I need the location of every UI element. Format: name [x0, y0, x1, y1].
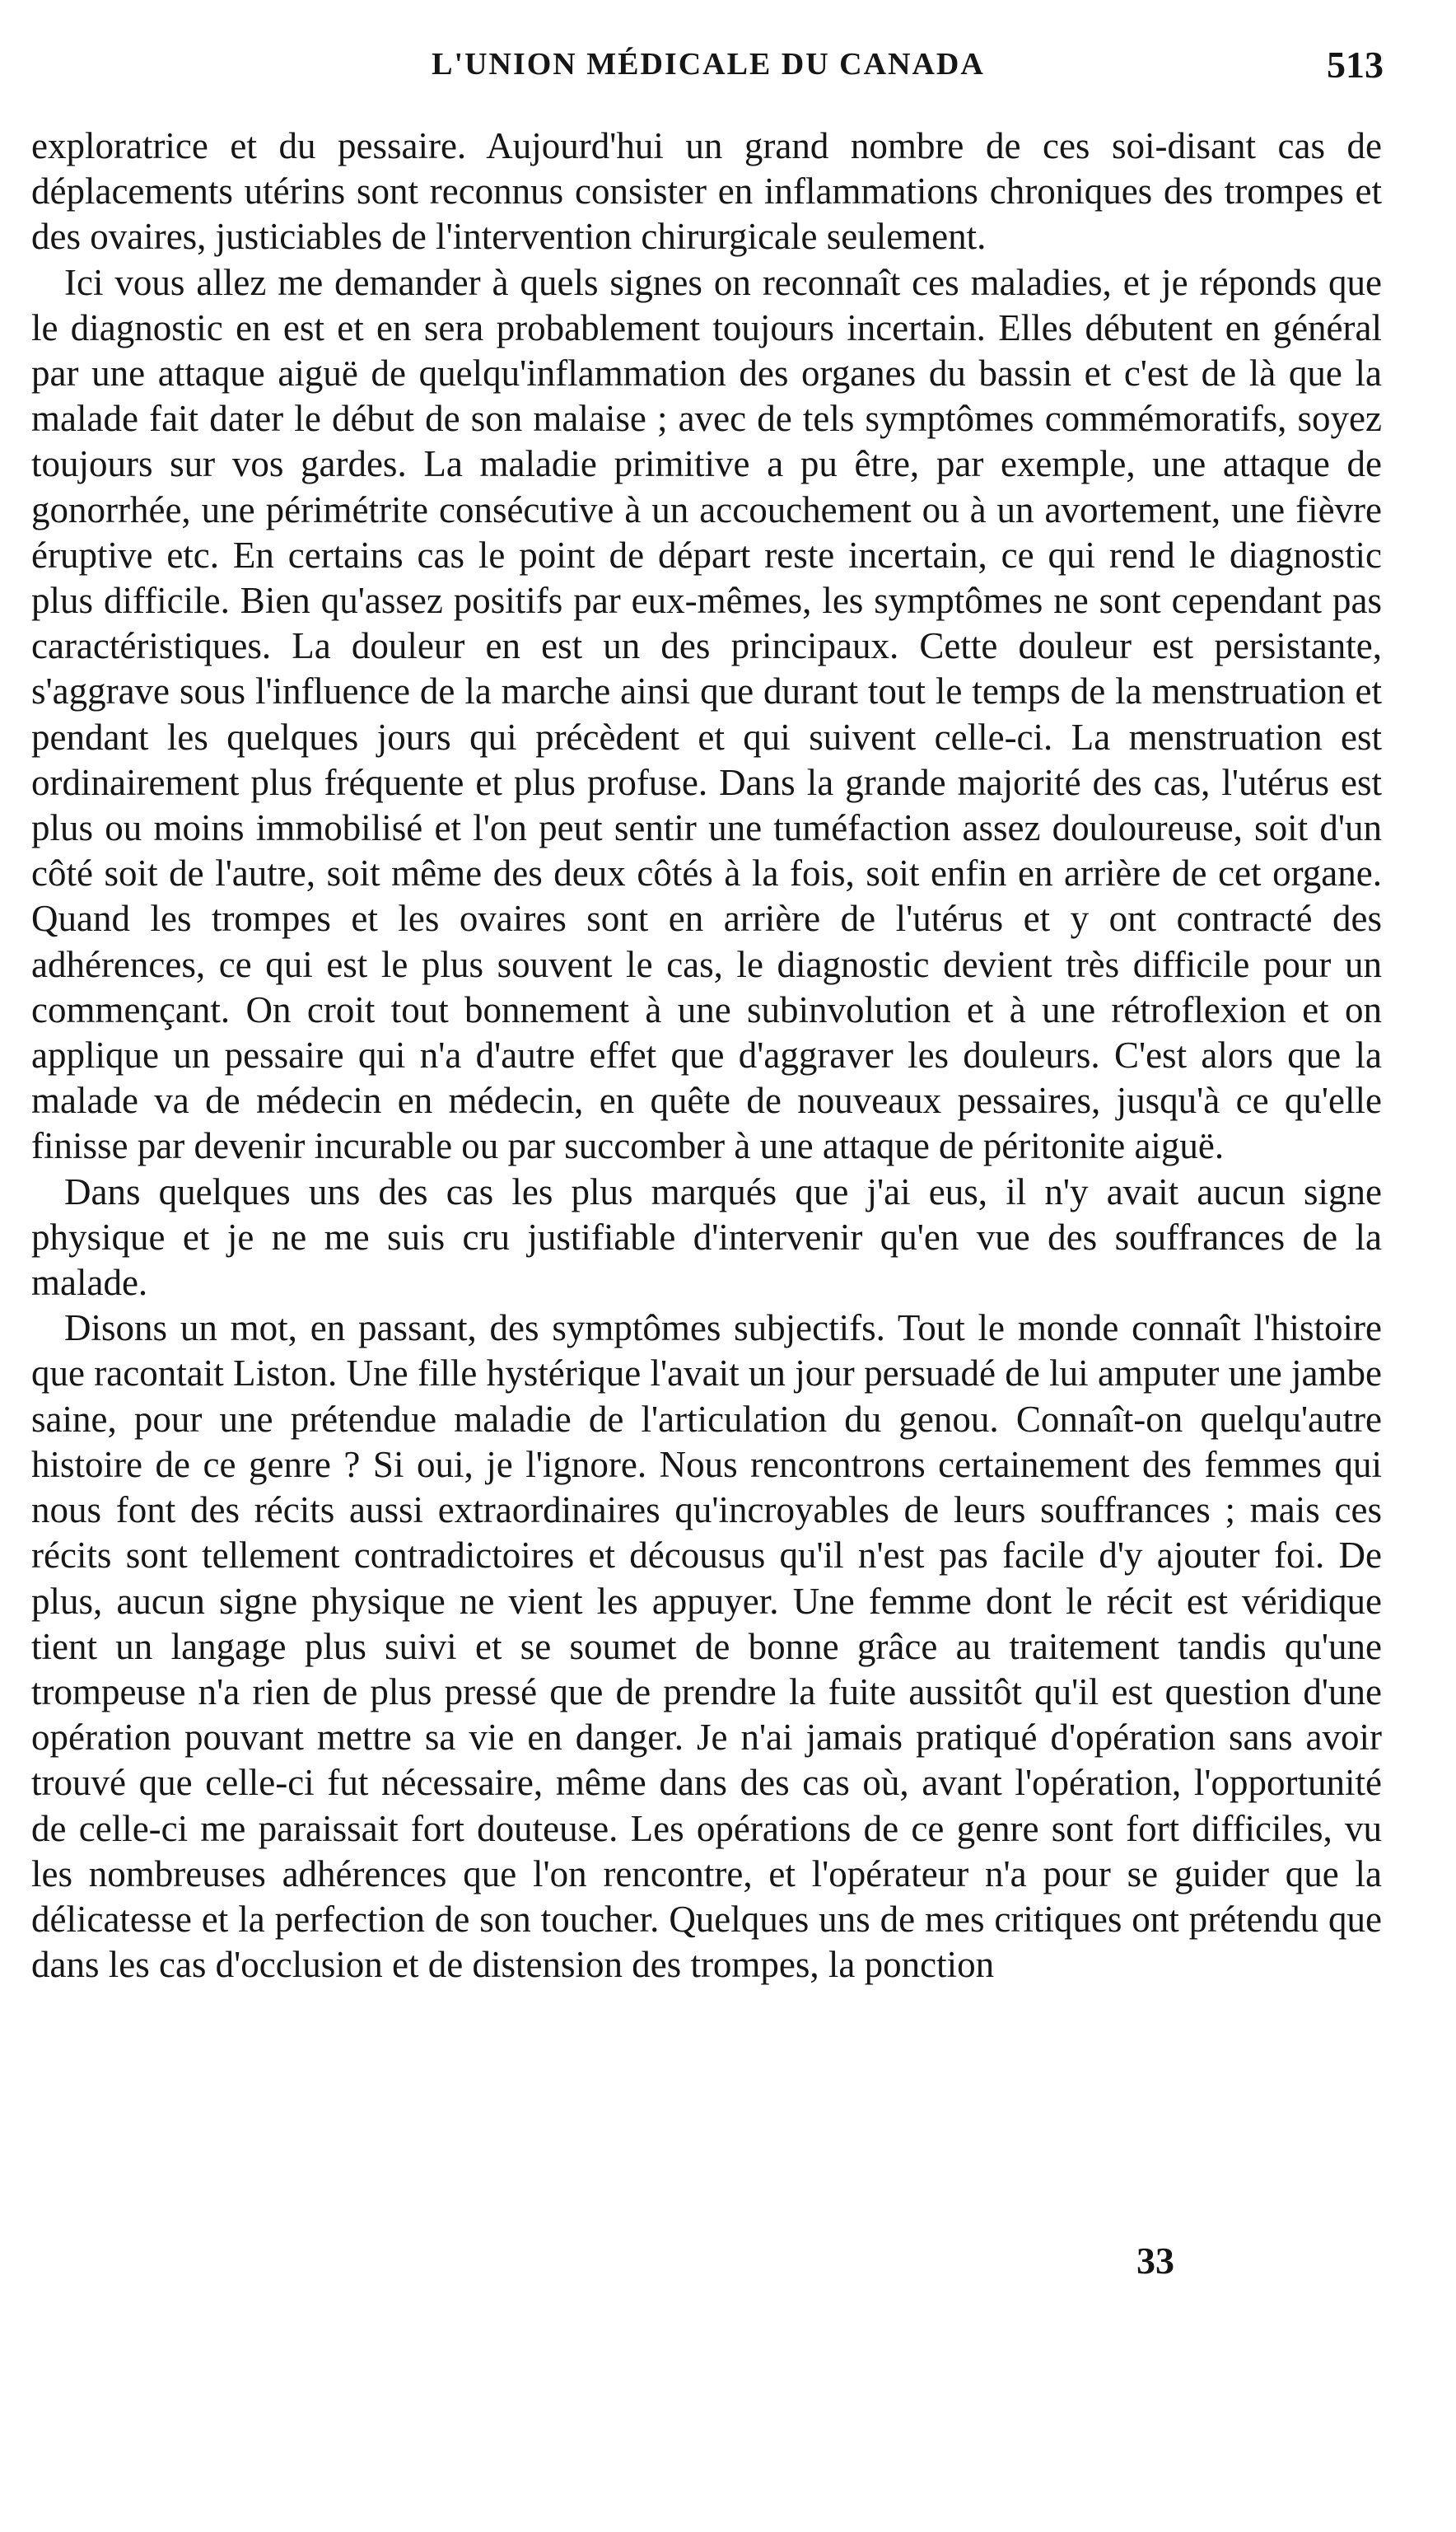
body-text	[31, 124, 1382, 1988]
page-header	[33, 43, 1384, 92]
page-number: 513	[1327, 44, 1384, 86]
paragraph: exploratrice et du pessaire. Aujourd'hui un grand nombre de ces soi-disant cas de déplacements utérins sont reconnus consister en inflammations chroniques des trompes et des ovaires, justiciables de l'intervention chirurgicale seulement.	[31, 125, 1382, 258]
running-title: L'UNION MÉDICALE DU CANADA	[432, 47, 985, 82]
paragraph: Ici vous allez me demander à quels signes on reconnaît ces maladies, et je réponds que le diagnostic en est et en sera probablement toujours incertain. Elles débutent en général par une attaque aiguë de quelqu'inflammation des organes du bassin et c'est de là que la malade fait dater le début de son malaise ; avec de tels symptômes commémoratifs, soyez toujours sur vos gardes. La maladie primitive a pu être, par exemple, une attaque de gonorrhée, une périmétrite consécutive à un accouchement ou à un avortement, une fièvre éruptive etc. En certains cas le point de départ reste incertain, ce qui rend le diagnostic plus difficile. Bien qu'assez positifs par eux-mêmes, les symptômes ne sont cependant pas caractéristiques. La douleur en est un des principaux. Cette douleur est persistante, s'aggrave sous l'influence de la marche ainsi que durant tout le temps de la menstruation et pendant les quelques jours qui précèdent et qui suivent celle-ci. La menstruation est ordinairement plus fréquente et plus profuse. Dans la grande majorité des cas, l'utérus est plus ou moins immobilisé et l'on peut sentir une tuméfaction assez douloureuse, soit d'un côté soit de l'autre, soit même des deux côtés à la fois, soit enfin en arrière de cet organe. Quand les trompes et les ovaires sont en arrière de l'utérus et y ont contracté des adhérences, ce qui est le plus souvent le cas, le diagnostic devient très difficile pour un commençant. On croit tout bonnement à une subinvolution et à une rétroflexion et on applique un pessaire qui n'a d'autre effet que d'aggraver les douleurs. C'est alors que la malade va de médecin en médecin, en quête de nouveaux pessaires, jusqu'à ce qu'elle finisse par devenir incurable ou par succomber à une attaque de péritonite aiguë.	[31, 261, 1382, 1167]
printer-signature-mark: 33	[1136, 2240, 1174, 2282]
paragraph: Dans quelques uns des cas les plus marqués que j'ai eus, il n'y avait aucun signe physique et je ne me suis cru justifiable d'intervenir qu'en vue des souffrances de la malade.	[31, 1170, 1382, 1304]
paragraph: Disons un mot, en passant, des symptômes subjectifs. Tout le monde connaît l'histoire que racontait Liston. Une fille hystérique l'avait un jour persuadé de lui amputer une jambe saine, pour une prétendue maladie de l'articulation du genou. Connaît-on quelqu'autre histoire de ce genre ? Si oui, je l'ignore. Nous rencontrons certainement des femmes qui nous font des récits aussi extraordinaires qu'incroyables de leurs souffrances ; mais ces récits sont tellement contradictoires et décousus qu'il n'est pas facile d'y ajouter foi. De plus, aucun signe physique ne vient les appuyer. Une femme dont le récit est véridique tient un langage plus suivi et se soumet de bonne grâce au traitement tandis qu'une trompeuse n'a rien de plus pressé que de prendre la fuite aussitôt qu'il est question d'une opération pouvant mettre sa vie en danger. Je n'ai jamais pratiqué d'opération sans avoir trouvé que celle-ci fut nécessaire, même dans des cas où, avant l'opération, l'opportunité de celle-ci me paraissait fort douteuse. Les opérations de ce genre sont fort difficiles, vu les nombreuses adhérences que l'on rencontre, et l'opérateur n'a pour se guider que la délicatesse et la perfection de son toucher. Quelques uns de mes critiques ont prétendu que dans les cas d'occlusion et de distension des trompes, la ponction	[31, 1307, 1382, 1986]
